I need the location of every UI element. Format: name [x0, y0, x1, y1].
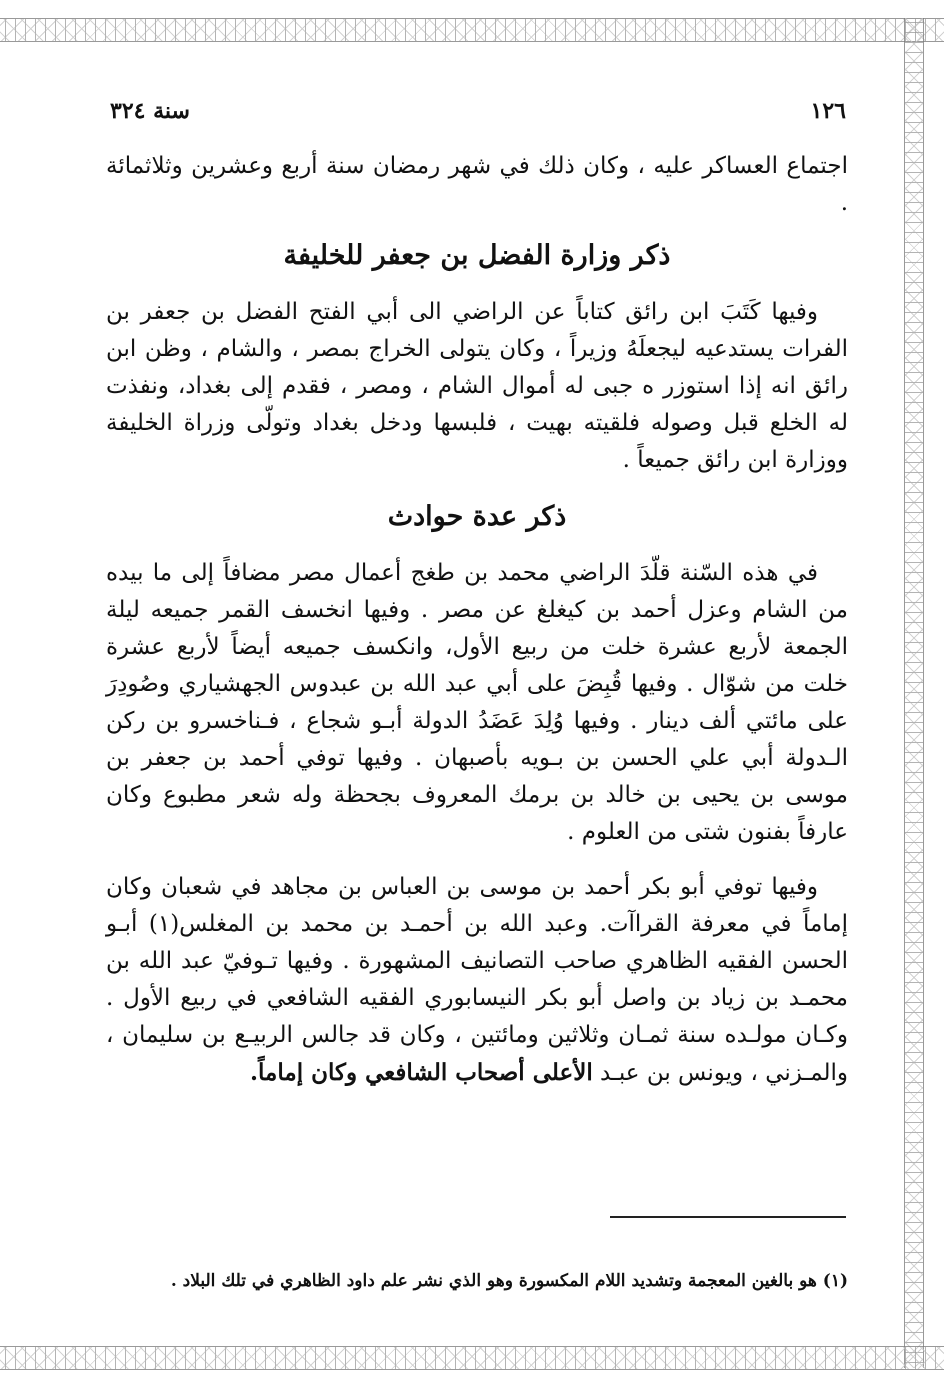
paragraph-events-2-end: الأعلى أصحاب الشافعي وكان إماماً. [250, 1059, 593, 1086]
decorative-border-top [0, 18, 944, 42]
section-title-events: ذكر عدة حوادث [387, 501, 567, 532]
footnote: (١) هو بالغين المعجمة وتشديد اللام المكسورة وهو الذي نشر علم داود الظاهري في تلك البلاد . [170, 1271, 848, 1291]
running-head-year: سنة ٣٢٤ [110, 98, 190, 124]
paragraph-events-2 [106, 869, 848, 1092]
section-title-vizierate: ذكر وزارة الفضل بن جعفر للخليفة [283, 240, 671, 271]
paragraph-events-1: في هذه السّنة قلّدَ الراضي محمد بن طغج أعمال مصر مضافاً إلى ما بيده من الشام وعزل أحمد بن كيغلغ عن مصر . وفيها انخسف القمر جميعه ليلة الجمعة لأربع عشرة خلت من ربيع الأول، وانكسف جميعه أيضاً لأربع عشرة خلت من شوّال . وفيها قُبِضَ على أبي عبد الله بن عبدوس الجهشياري وصُودِرَ على مائتي ألف دينار . وفيها وُلِدَ عَضَدُ الدولة أبـو شجاع ، فـناخسرو بن ركن الـدولة أبي علي الحسن بن بـويه بأصبهان . وفيها توفي أحمد بن جعفر بن موسى بن يحيى بن خالد بن برمك المعروف بجحظة وله شعر مطبوع وكان عارفاً بفنون شتى من العلوم . [106, 560, 849, 845]
page-number: ١٢٦ [810, 98, 846, 124]
footnote-divider [610, 1216, 846, 1218]
paragraph-events-2-main: وفيها توفي أبو بكر أحمد بن موسى بن العباس بن مجاهد في شعبان وكان إماماً في معرفة القراآت. وعبد الله بن أحمـد بن محمد بن المغلس(١) أبـو الحسن الفقيه الظاهري صاحب التصانيف المشهورة . وفيها تـوفيّ عبد الله بن محمـد بن زياد بن واصل أبو بكر النيسابوري الفقيه الشافعي في ربيع الأول . وكـان مولـده سنة ثمـان وثلاثين ومائتين ، وكان قد جالس الربيـع بن سليمان ، والمـزني ، ويونس بن عبـد [106, 874, 848, 1086]
decorative-border-bottom [0, 1346, 944, 1370]
paragraph-vizierate: وفيها كَتَبَ ابن رائق كتاباً عن الراضي الى أبي الفتح الفضل بن جعفر بن الفرات يستدعيه ليجعلَهُ وزيراً ، وكان يتولى الخراج بمصر ، والشام ، وظن ابن رائق انه إذا استوزر ه جبى له أموال الشام ، ومصر ، فقدم إلى بغداد، ونفذت له الخلع قبل وصوله فلقيته بهيت ، فلبسها ودخل بغداد وتولّى وزراة الخليفة ووزارة ابن رائق جميعاً . [106, 299, 848, 473]
opening-line: اجتماع العساكر عليه ، وكان ذلك في شهر رمضان سنة أربع وعشرين وثلاثمائة . [106, 153, 848, 216]
page-header [110, 98, 846, 132]
decorative-border-right [904, 18, 924, 1368]
page-body [106, 148, 848, 1110]
